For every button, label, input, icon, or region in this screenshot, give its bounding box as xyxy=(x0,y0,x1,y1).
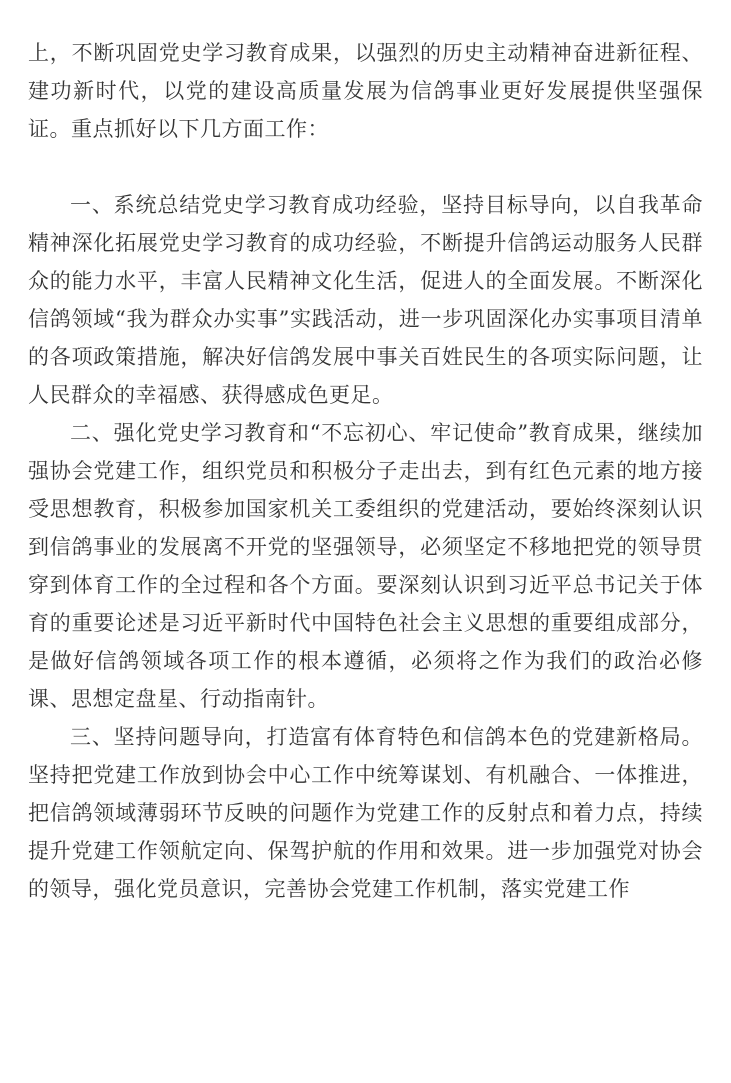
paragraph-item-three: 三、坚持问题导向，打造富有体育特色和信鸽本色的党建新格局。坚持把党建工作放到协会中心工作中统筹谋划、有机融合、一体推进，把信鸽领域薄弱环节反映的问题作为党建工作的反射点和着力点，持续提升党建工作领航定向、保驾护航的作用和效果。进一步加强党对协会的领导，强化党员意识，完善协会党建工作机制，落实党建工作 xyxy=(28,725,703,901)
document-body xyxy=(28,34,703,908)
paragraph-item-two: 二、强化党史学习教育和“不忘初心、牢记使命”教育成果，继续加强协会党建工作，组织党员和积极分子走出去，到有红色元素的地方接受思想教育，积极参加国家机关工委组织的党建活动，要始终深刻认识到信鸽事业的发展离不开党的坚强领导，必须坚定不移地把党的领导贯穿到体育工作的全过程和各个方面。要深刻认识到习近平总书记关于体育的重要论述是习近平新时代中国特色社会主义思想的重要组成部分，是做好信鸽领域各项工作的根本遵循，必须将之作为我们的政治必修课、思想定盘星、行动指南针。 xyxy=(28,421,703,711)
paragraph-item-one: 一、系统总结党史学习教育成功经验，坚持目标导向，以自我革命精神深化拓展党史学习教育的成功经验，不断提升信鸽运动服务人民群众的能力水平，丰富人民精神文化生活，促进人的全面发展。不断深化信鸽领域“我为群众办实事”实践活动，进一步巩固深化办实事项目清单的各项政策措施，解决好信鸽发展中事关百姓民生的各项实际问题，让人民群众的幸福感、获得感成色更足。 xyxy=(28,193,703,407)
paragraph-intro-continuation: 上，不断巩固党史学习教育成果，以强烈的历史主动精神奋进新征程、建功新时代，以党的建设高质量发展为信鸽事业更好发展提供坚强保证。重点抓好以下几方面工作： xyxy=(28,41,703,141)
